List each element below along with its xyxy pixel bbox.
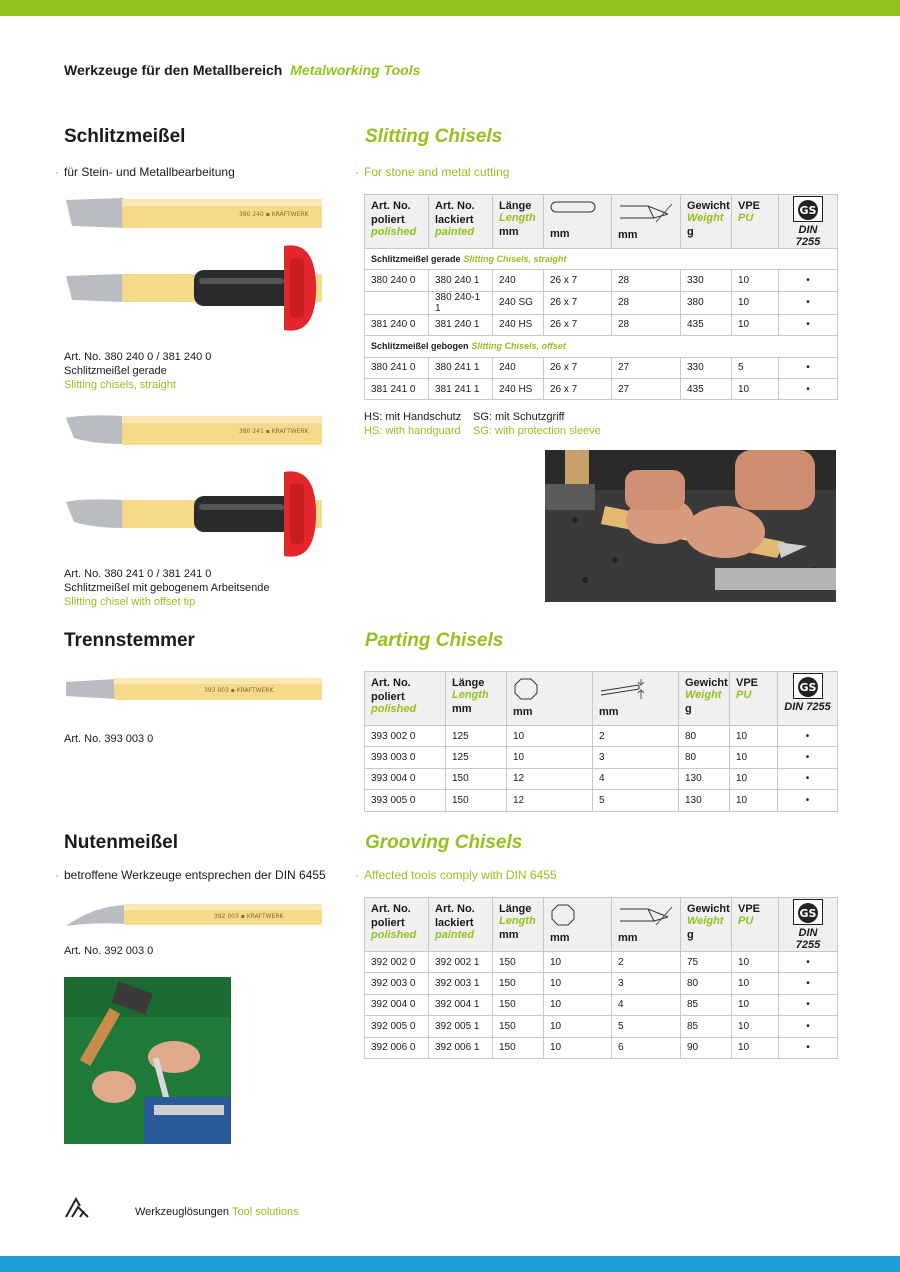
table-cell: • [779,994,838,1015]
slitting-note-hs: HS: mit Handschutz HS: with handguard [364,411,462,437]
svg-text:GS: GS [799,681,816,694]
table-cell: 150 [493,973,544,994]
col-art-painted: Art. No. lackiert painted [429,195,493,249]
octagon-section-icon [513,677,539,701]
table-cell: 10 [732,973,779,994]
svg-text:380 240 ▪ KRAFTWERK: 380 240 ▪ KRAFTWERK [239,211,309,218]
header-en: Metalworking Tools [290,62,421,78]
slitting-chisel-use-photo [545,450,836,602]
table-cell: 4 [612,994,681,1015]
table-cell: 130 [679,790,730,811]
table-cell: 393 003 0 [365,747,446,768]
company-logo [64,1197,90,1219]
table-cell: 392 002 1 [429,952,493,973]
table-cell: 125 [446,726,507,747]
grooving-row [365,973,838,994]
table-cell: 4 [593,768,679,789]
gs-certification-icon [793,196,823,222]
grooving-chisel-use-photo [64,977,231,1144]
table-cell: 392 003 0 [365,973,429,994]
grooving-row [365,1037,838,1058]
col-weight: Gewicht Weight g [681,195,732,249]
table-cell: 435 [681,314,732,335]
col-bevel: mm [612,898,681,952]
table-cell: 381 241 0 [365,378,429,399]
parting-row [365,726,838,747]
table-cell: 26 x 7 [544,314,612,335]
table-cell: 130 [679,768,730,789]
grooving-title-de: Nutenmeißel [64,832,179,853]
parting-row [365,747,838,768]
table-cell: 240 HS [493,378,544,399]
table-cell: 392 005 1 [429,1016,493,1037]
table-cell: 10 [732,952,779,973]
table-cell: 330 [681,357,732,378]
table-cell: 381 240 1 [429,314,493,335]
table-cell: 392 003 1 [429,973,493,994]
table-cell: 150 [493,1016,544,1037]
table-cell: 240 HS [493,314,544,335]
table-cell: 380 240 0 [365,270,429,291]
table-cell: 28 [612,270,681,291]
slitting-table-header [365,195,838,249]
table-cell: 392 004 1 [429,994,493,1015]
slitting-straight-row [365,314,838,335]
table-cell: 393 005 0 [365,790,446,811]
col-din: GS DIN 7255 [779,898,838,952]
table-cell: 2 [593,726,679,747]
table-cell: 393 004 0 [365,768,446,789]
gs-certification-icon [793,673,823,699]
page-header [64,62,420,78]
col-art-painted: Art. No. lackiert painted [429,898,493,952]
table-cell: 2 [612,952,681,973]
table-cell: 5 [612,1016,681,1037]
col-length: Länge Length mm [493,898,544,952]
parting-row [365,768,838,789]
gs-certification-icon [793,899,823,925]
table-cell: 10 [544,1037,612,1058]
slitting-caption-1: Art. No. 380 240 0 / 381 240 0 Schlitzmeißel gerade Slitting chisels, straight [64,351,212,391]
table-cell: 28 [612,291,681,314]
col-pu: VPE PU [730,672,778,726]
grooving-chisel-image [64,900,324,930]
table-cell: 26 x 7 [544,357,612,378]
grooving-title-en: Grooving Chisels [365,832,523,853]
table-cell: 393 002 0 [365,726,446,747]
col-din: GS DIN 7255 [779,195,838,249]
table-cell: 392 004 0 [365,994,429,1015]
slitting-bullet-en: · For stone and metal cutting [355,165,510,179]
slitting-offset-row [365,378,838,399]
table-cell: 10 [730,726,778,747]
table-cell: 380 240 1 [429,270,493,291]
table-cell: • [779,952,838,973]
table-cell: 380 241 1 [429,357,493,378]
table-cell: • [778,790,838,811]
table-cell: 5 [593,790,679,811]
col-art-polished: Art. No. poliert polished [365,898,429,952]
table-cell: 10 [732,270,779,291]
table-cell: 85 [681,994,732,1015]
col-length: Länge Length mm [493,195,544,249]
slitting-note-sg: SG: mit Schutzgriff SG: with protection sleeve [473,411,601,437]
grooving-table [364,897,838,1059]
octagon-section-icon [550,903,576,927]
table-cell: 392 002 0 [365,952,429,973]
top-accent-bar [0,0,900,16]
table-cell: • [779,270,838,291]
table-cell: 380 241 0 [365,357,429,378]
col-din: GS DIN 7255 [778,672,838,726]
col-section: mm [507,672,593,726]
table-cell: 392 006 0 [365,1037,429,1058]
table-cell: 10 [544,1016,612,1037]
table-cell: 3 [593,747,679,768]
grooving-bullet-de: · betroffene Werkzeuge entsprechen der DIN 6455 [55,868,326,882]
col-bevel: mm [612,195,681,249]
table-cell: 10 [732,1016,779,1037]
table-cell: 85 [681,1016,732,1037]
col-weight: Gewicht Weight g [681,898,732,952]
parting-table [364,671,838,812]
table-cell: • [779,378,838,399]
edge-width-icon [599,677,649,701]
table-cell: 125 [446,747,507,768]
oblong-section-icon [550,200,596,214]
bevel-angle-icon [618,200,674,224]
straight-chisel-image [64,196,324,232]
slitting-group-offset: Schlitzmeißel gebogen Slitting Chisels, offset [365,336,838,357]
table-cell: 3 [612,973,681,994]
table-cell: 435 [681,378,732,399]
slitting-title-de: Schlitzmeißel [64,126,186,147]
table-cell: 6 [612,1037,681,1058]
svg-text:380 241 ▪ KRAFTWERK: 380 241 ▪ KRAFTWERK [239,428,309,435]
svg-text:GS: GS [799,907,817,920]
table-cell: 80 [679,747,730,768]
table-cell: 10 [507,747,593,768]
col-pu: VPE PU [732,195,779,249]
svg-text:GS: GS [799,204,817,217]
table-cell: 150 [493,994,544,1015]
table-cell: 10 [732,994,779,1015]
table-cell: 240 [493,357,544,378]
slitting-bullet-de: · für Stein- und Metallbearbeitung [55,165,235,179]
table-cell: • [779,973,838,994]
table-cell: 240 SG [493,291,544,314]
table-cell: 392 006 1 [429,1037,493,1058]
col-weight: Gewicht Weight g [679,672,730,726]
table-cell: 381 240 0 [365,314,429,335]
col-edge: mm [593,672,679,726]
table-cell: 90 [681,1037,732,1058]
table-cell: 5 [732,357,779,378]
table-cell [365,291,429,314]
bottom-accent-bar [0,1256,900,1272]
parting-title-de: Trennstemmer [64,630,195,651]
table-cell: 27 [612,378,681,399]
slitting-title-en: Slitting Chisels [365,126,503,147]
table-cell: 26 x 7 [544,378,612,399]
table-cell: 150 [493,1037,544,1058]
offset-chisel-image [64,412,324,448]
header-de: Werkzeuge für den Metallbereich [64,62,283,78]
table-cell: 12 [507,790,593,811]
table-cell: 75 [681,952,732,973]
bevel-angle-icon [618,903,674,927]
col-length: Länge Length mm [446,672,507,726]
parting-caption: Art. No. 393 003 0 [64,733,154,745]
slitting-straight-row [365,291,838,314]
parting-title-en: Parting Chisels [365,630,504,651]
table-cell: • [779,1016,838,1037]
table-cell: 10 [544,973,612,994]
table-cell: 381 241 1 [429,378,493,399]
table-cell: • [778,768,838,789]
grooving-row [365,952,838,973]
table-cell: • [779,1037,838,1058]
table-cell: 10 [732,291,779,314]
table-cell: 240 [493,270,544,291]
col-section: mm [544,195,612,249]
parting-row [365,790,838,811]
table-cell: 10 [507,726,593,747]
offset-chisel-handguard-image [64,466,324,562]
table-cell: 26 x 7 [544,291,612,314]
table-cell: 380 240-1 1 [429,291,493,314]
table-cell: 12 [507,768,593,789]
grooving-table-header [365,898,838,952]
col-section: mm [544,898,612,952]
svg-text:393 003 ▪ KRAFTWERK: 393 003 ▪ KRAFTWERK [204,687,274,694]
slitting-group-straight: Schlitzmeißel gerade Slitting Chisels, straight [365,249,838,270]
table-cell: 150 [493,952,544,973]
table-cell: 150 [446,768,507,789]
table-cell: 27 [612,357,681,378]
table-cell: 10 [544,994,612,1015]
table-cell: 10 [730,790,778,811]
col-pu: VPE PU [732,898,779,952]
table-cell: 28 [612,314,681,335]
slitting-offset-row [365,357,838,378]
slitting-table [364,194,838,400]
table-cell: 10 [732,378,779,399]
col-art-polished: Art. No. poliert polished [365,195,429,249]
col-art: Art. No. poliert polished [365,672,446,726]
table-cell: 10 [544,952,612,973]
slitting-caption-2: Art. No. 380 241 0 / 381 241 0 Schlitzmeißel mit gebogenem Arbeitsende Slitting chisel with offset tip [64,568,270,608]
table-cell: • [778,726,838,747]
parting-table-header [365,672,838,726]
grooving-row [365,994,838,1015]
grooving-row [365,1016,838,1037]
table-cell: 330 [681,270,732,291]
parting-chisel-image [64,676,324,702]
table-cell: 10 [732,1037,779,1058]
table-cell: 10 [730,768,778,789]
grooving-bullet-en: · Affected tools comply with DIN 6455 [355,868,557,882]
table-cell: 150 [446,790,507,811]
table-cell: 10 [732,314,779,335]
table-cell: • [778,747,838,768]
page-footer: Werkzeuglösungen Tool solutions [135,1206,299,1218]
table-cell: 392 005 0 [365,1016,429,1037]
table-cell: • [779,291,838,314]
table-cell: 26 x 7 [544,270,612,291]
table-cell: 80 [681,973,732,994]
straight-chisel-handguard-image [64,240,324,336]
svg-text:392 003 ▪ KRAFTWERK: 392 003 ▪ KRAFTWERK [214,913,284,920]
table-cell: 380 [681,291,732,314]
table-cell: 80 [679,726,730,747]
slitting-straight-row [365,270,838,291]
table-cell: • [779,357,838,378]
table-cell: • [779,314,838,335]
grooving-caption: Art. No. 392 003 0 [64,945,154,957]
table-cell: 10 [730,747,778,768]
